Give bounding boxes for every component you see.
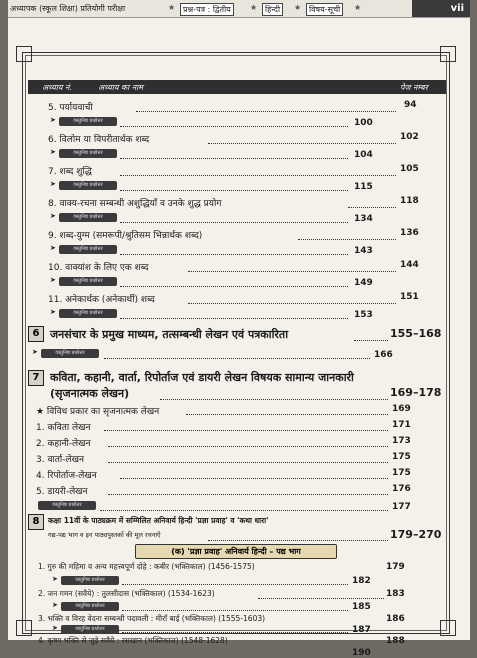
page-ref: 153 (354, 310, 373, 320)
toc-entry: 8. वाक्य-रचना सम्बन्धी अशुद्धियाँ व उनके शुद्ध प्रयोग (48, 199, 222, 209)
page-ref: 115 (354, 182, 373, 192)
star-icon: ★ (168, 3, 176, 12)
page-ref: 187 (352, 625, 371, 635)
practice-tag: वस्तुनिष्ठ प्रश्नोत्तर (59, 117, 117, 126)
leader-dots (108, 446, 388, 447)
leader-dots (108, 462, 388, 463)
page-ref: 134 (354, 214, 373, 224)
page-ref: 149 (354, 278, 373, 288)
leader-dots (208, 540, 388, 541)
arrow-icon: ➤ (50, 148, 56, 156)
page-ref: 175 (392, 452, 411, 462)
star-icon: ★ (294, 3, 302, 12)
paper-label: प्रश्न-पत्र : द्वितीय (180, 3, 234, 16)
section-title: कविता, कहानी, वार्ता, रिपोर्ताज एवं डायरी लेखन विषयक सामान्य जानकारी (50, 371, 354, 384)
leader-dots (120, 254, 348, 255)
toc-entry: 5. डायरी-लेखन (36, 487, 88, 497)
leader-dots (100, 510, 388, 511)
toc-entry: 6. विलोम या विपरीतार्थक शब्द (48, 135, 150, 145)
practice-tag: वस्तुनिष्ठ प्रश्नोत्तर (38, 501, 96, 510)
col-chapter-name: अध्याय का नाम (98, 83, 144, 92)
arrow-icon: ➤ (50, 276, 56, 284)
corner-ornament-icon (440, 620, 456, 636)
toc-entry: ★ विविध प्रकार का सृजनात्मक लेखन (36, 407, 160, 417)
page-ref: 100 (354, 118, 373, 128)
section-number: 8 (28, 514, 44, 530)
page-ref: 183 (386, 589, 405, 599)
leader-dots (160, 399, 388, 400)
toc-entry: 2. कहानी-लेखन (36, 439, 91, 449)
toc-entry: 9. शब्द-युग्म (समरूपी/श्रुतिसम भिन्नार्थक शब्द) (48, 231, 203, 241)
arrow-icon: ➤ (52, 575, 58, 583)
page-ref: 190 (352, 648, 371, 658)
page-ref: 104 (354, 150, 373, 160)
page-range: 169–178 (390, 386, 442, 399)
leader-dots (120, 286, 348, 287)
practice-tag: वस्तुनिष्ठ प्रश्नोत्तर (59, 213, 117, 222)
practice-tag: वस्तुनिष्ठ प्रश्नोत्तर (59, 277, 117, 286)
page-ref: 188 (386, 636, 405, 646)
page-range: 179–270 (390, 528, 442, 541)
practice-tag: वस्तुनिष्ठ प्रश्नोत्तर (61, 625, 119, 634)
arrow-icon: ➤ (52, 624, 58, 632)
page-ref: 94 (404, 100, 417, 110)
toc-entry: 4. रिपोर्ताज-लेखन (36, 471, 97, 481)
table-header (28, 80, 446, 94)
section-title: कक्षा 11वीं के पाठ्यक्रम में सम्मिलित अनिवार्य हिन्दी 'प्रज्ञा प्रवाह' व 'कथा धारा' (48, 516, 269, 525)
page-ref: 175 (392, 468, 411, 478)
leader-dots (120, 158, 348, 159)
book-page (8, 0, 470, 658)
page-ref: 176 (392, 484, 411, 494)
arrow-icon: ➤ (50, 308, 56, 316)
page-ref: 151 (400, 292, 419, 302)
toc-entry: 11. अनेकार्थक (अनेकार्थी) शब्द (48, 295, 155, 305)
section-title: जनसंचार के प्रमुख माध्यम, तत्सम्बन्धी लेखन एवं पत्रकारिता (50, 328, 289, 341)
page-ref: 169 (392, 404, 411, 414)
page-ref: 166 (374, 350, 393, 360)
leader-dots (298, 239, 396, 240)
page-number: vii (412, 0, 470, 17)
exam-title: अध्यापक (स्कूल शिक्षा) प्रतियोगी परीक्षा (10, 4, 126, 13)
practice-tag: वस्तुनिष्ठ प्रश्नोत्तर (59, 149, 117, 158)
page-ref: 185 (352, 602, 371, 612)
leader-dots (108, 494, 388, 495)
leader-dots (348, 207, 396, 208)
leader-dots (120, 126, 348, 127)
star-icon: ★ (250, 3, 258, 12)
leader-dots (136, 111, 396, 112)
practice-tag: वस्तुनिष्ठ प्रश्नोत्तर (59, 181, 117, 190)
page-ref: 102 (400, 132, 419, 142)
page-ref: 173 (392, 436, 411, 446)
toc-entry: 1. कविता लेखन (36, 423, 91, 433)
leader-dots (186, 414, 388, 415)
page-ref: 144 (400, 260, 419, 270)
corner-ornament-icon (16, 620, 32, 636)
page-ref: 136 (400, 228, 419, 238)
leader-dots (208, 143, 396, 144)
practice-tag: वस्तुनिष्ठ प्रश्नोत्तर (61, 602, 119, 611)
leader-dots (120, 175, 396, 176)
leader-dots (122, 610, 348, 611)
leader-dots (120, 318, 348, 319)
leader-dots (104, 358, 370, 359)
practice-tag: वस्तुनिष्ठ प्रश्नोत्तर (59, 245, 117, 254)
leader-dots (188, 303, 396, 304)
toc-entry: 3. वार्ता-लेखन (36, 455, 84, 465)
running-header (8, 0, 470, 18)
section-number: 6 (28, 326, 44, 342)
page-ref: 105 (400, 164, 419, 174)
toc-entry: 3. भक्ति व विरह वेदना सम्बन्धी पदावली : मीराँ बाई (भक्तिकाल) (1555-1603) (38, 614, 266, 623)
part-banner: (क) 'प्रज्ञा प्रवाह' अनिवार्य हिन्दी – पद्य भाग (135, 544, 337, 559)
subject-label: हिन्दी (262, 3, 283, 16)
arrow-icon: ➤ (50, 212, 56, 220)
leader-dots (120, 222, 348, 223)
practice-tag: वस्तुनिष्ठ प्रश्नोत्तर (61, 576, 119, 585)
corner-ornament-icon (16, 46, 32, 62)
page-ref: 143 (354, 246, 373, 256)
leader-dots (104, 430, 388, 431)
arrow-icon: ➤ (50, 244, 56, 252)
leader-dots (354, 340, 388, 341)
page-range: 155–168 (390, 327, 442, 340)
col-chapter-no: अध्याय नं. (42, 83, 72, 92)
toc-entry: 7. शब्द शुद्धि (48, 167, 92, 177)
page-ref: 177 (392, 502, 411, 512)
toc-entry: 2. जन गमन (सवैये) : तुलसीदास (भक्तिकाल) (1534-1623) (38, 589, 215, 598)
leader-dots (122, 584, 348, 585)
index-label: विषय-सूची (306, 3, 343, 16)
arrow-icon: ➤ (32, 348, 38, 356)
toc-entry: 4. कृष्ण भक्ति से जुड़े सवैये : रसखान (भक्तिकाल) (1548-1628) (38, 636, 228, 645)
practice-tag: वस्तुनिष्ठ प्रश्नोत्तर (59, 309, 117, 318)
section-number: 7 (28, 370, 44, 386)
toc-entry: 5. पर्यायवाची (48, 103, 93, 113)
page-ref: 182 (352, 576, 371, 586)
leader-dots (122, 632, 348, 633)
page-ref: 186 (386, 614, 405, 624)
page-ref: 118 (400, 196, 419, 206)
practice-tag: वस्तुनिष्ठ प्रश्नोत्तर (41, 349, 99, 358)
section-subtitle: (सृजनात्मक लेखन) (50, 387, 130, 400)
section-subtitle: गद्य-पद्य भाग व इन पाठ्यपुस्तकों की मूल रचनाएँ (48, 531, 161, 539)
page-ref: 171 (392, 420, 411, 430)
toc-entry: 1. गुरु की महिमा व अन्य महत्त्वपूर्ण दोहे : कबीर (भक्तिकाल) (1456-1575) (38, 562, 255, 571)
leader-dots (120, 190, 348, 191)
leader-dots (120, 478, 388, 479)
leader-dots (258, 598, 384, 599)
toc-entry: 10. वाक्यांश के लिए एक शब्द (48, 263, 149, 273)
corner-ornament-icon (440, 46, 456, 62)
arrow-icon: ➤ (50, 116, 56, 124)
leader-dots (188, 271, 396, 272)
col-page-no: पेज नम्बर (400, 83, 428, 92)
page-ref: 179 (386, 562, 405, 572)
arrow-icon: ➤ (50, 180, 56, 188)
arrow-icon: ➤ (52, 601, 58, 609)
star-icon: ★ (354, 3, 362, 12)
